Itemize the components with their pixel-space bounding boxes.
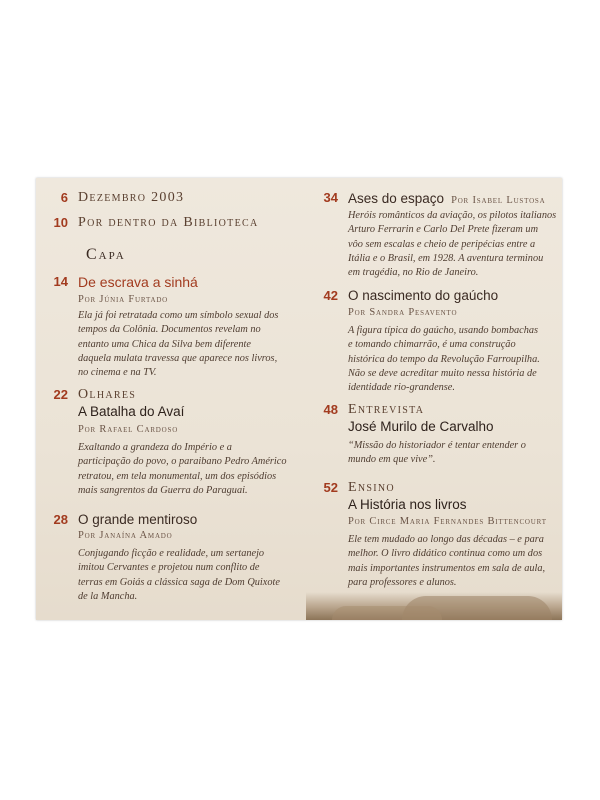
byline <box>451 195 545 206</box>
author-name: Sandra Pesavento <box>369 307 458 318</box>
byline-prefix: Por <box>78 294 96 305</box>
description-line: entanto uma Chica da Silva bem diferente <box>78 338 251 350</box>
article-title: O nascimento do gaúcho <box>348 288 499 303</box>
page-number: 14 <box>53 274 68 289</box>
description-line: melhor. O livro didático continua como um dos <box>348 548 543 560</box>
article-description <box>348 324 560 395</box>
article-title: A História nos livros <box>348 497 467 512</box>
description-line: participação do povo, o paraibano Pedro Américo <box>78 456 287 468</box>
toc-entry[interactable] <box>36 387 298 507</box>
description-line: de la Mancha. <box>78 590 138 602</box>
article-description <box>348 533 560 590</box>
toc-entry[interactable] <box>36 274 298 384</box>
byline-prefix: Por <box>451 195 470 206</box>
byline-prefix: Por <box>348 307 366 318</box>
description-line: “Missão do historiador é tentar entender o <box>348 440 526 451</box>
page-number: 42 <box>323 288 338 303</box>
toc-entry[interactable] <box>306 480 562 600</box>
toc-entry[interactable] <box>306 288 562 398</box>
toc-entry[interactable] <box>306 190 562 290</box>
magazine-contents-page <box>36 178 562 620</box>
description-line: no cinema e na TV. <box>78 367 157 379</box>
description-line: mais sangrentos da Guerra do Paraguai. <box>78 484 248 496</box>
article-description <box>78 441 302 498</box>
toc-entry[interactable] <box>306 402 562 478</box>
description-line: daquela mulata travessa que aparece nos livros, <box>78 352 278 364</box>
description-line: Itália e o Brasil, em 1928. A aventura terminou <box>348 252 544 264</box>
author-name: Circe Maria Fernandes Bittencourt <box>369 516 547 527</box>
author-name: Janaína Amado <box>99 530 173 541</box>
page-number: 48 <box>323 402 338 417</box>
description-line: Ela já foi retratada como um símbolo sexual dos <box>78 310 279 321</box>
description-line: em tragédia, no Rio de Janeiro. <box>348 267 479 279</box>
article-header <box>348 190 545 208</box>
page-number: 22 <box>53 387 68 402</box>
section-label: Dezembro 2003 <box>78 190 185 205</box>
section-label: Ensino <box>348 480 395 495</box>
description-line: e tomando chimarrão, é uma construção <box>348 339 516 351</box>
section-label: Por dentro da Biblioteca <box>78 215 259 230</box>
description-line: histórica do tempo da Revolução Farroupilha. <box>348 353 540 365</box>
description-line: Ele tem mudado ao longo das décadas – e para <box>348 534 544 545</box>
article-title: O grande mentiroso <box>78 512 198 527</box>
article-description <box>78 547 302 604</box>
page-number: 6 <box>60 190 68 205</box>
description-line: tempos da Colônia. Documentos revelam no <box>78 324 261 336</box>
byline <box>78 294 168 305</box>
section-label: Olhares <box>78 387 137 402</box>
author-name: Rafael Cardoso <box>99 424 179 435</box>
description-line: para professores e alunos. <box>348 576 457 588</box>
section-label: Entrevista <box>348 402 425 417</box>
description-line: Conjugando ficção e realidade, um sertanejo <box>78 548 265 559</box>
section-heading-capa: Capa <box>86 246 126 263</box>
article-description <box>78 309 302 380</box>
description-line: A figura típica do gaúcho, usando bombachas <box>348 325 539 336</box>
toc-entry[interactable] <box>36 512 298 612</box>
description-line: Exaltando a grandeza do Império e a <box>78 442 232 453</box>
byline-prefix: Por <box>348 516 366 527</box>
toc-entry[interactable] <box>36 215 298 235</box>
description-line: vôo sem escalas e cheio de peripécias entre a <box>348 238 536 250</box>
byline <box>78 530 173 541</box>
article-title: A Batalha do Avaí <box>78 404 185 419</box>
article-description <box>348 209 560 280</box>
hill-shape <box>332 606 442 620</box>
description-line: mais importantes instrumentos em sala de aula, <box>348 562 546 574</box>
byline <box>348 516 547 527</box>
byline <box>348 307 457 318</box>
article-title: Ases do espaço <box>348 191 445 206</box>
page-number: 10 <box>53 215 68 230</box>
article-description <box>348 439 560 468</box>
description-line: Arturo Ferrarin e Carlo Del Prete fizeram um <box>348 224 538 236</box>
page-number: 34 <box>323 190 338 205</box>
description-line: imitou Cervantes e projetou num conflito de <box>78 562 260 574</box>
page-number: 28 <box>53 512 68 527</box>
description-line: identidade rio-grandense. <box>348 382 455 394</box>
byline <box>78 424 178 435</box>
byline-prefix: Por <box>78 530 96 541</box>
description-line: mundo em que vive”. <box>348 454 436 466</box>
page-number: 52 <box>323 480 338 495</box>
description-line: retratou, em tela monumental, um dos episódios <box>78 470 277 482</box>
author-name: Júnia Furtado <box>99 294 169 305</box>
byline-prefix: Por <box>78 424 96 435</box>
toc-entry[interactable] <box>36 190 298 210</box>
description-line: Heróis românticos da aviação, os pilotos italianos <box>348 210 557 221</box>
author-name: Isabel Lustosa <box>472 195 546 206</box>
article-title: De escrava a sinhá <box>78 274 198 290</box>
description-line: Não se deve acreditar muito nessa história de <box>348 367 537 379</box>
article-title: José Murilo de Carvalho <box>348 419 494 434</box>
description-line: terras em Goiás a clássica saga de Dom Quixote <box>78 576 280 588</box>
